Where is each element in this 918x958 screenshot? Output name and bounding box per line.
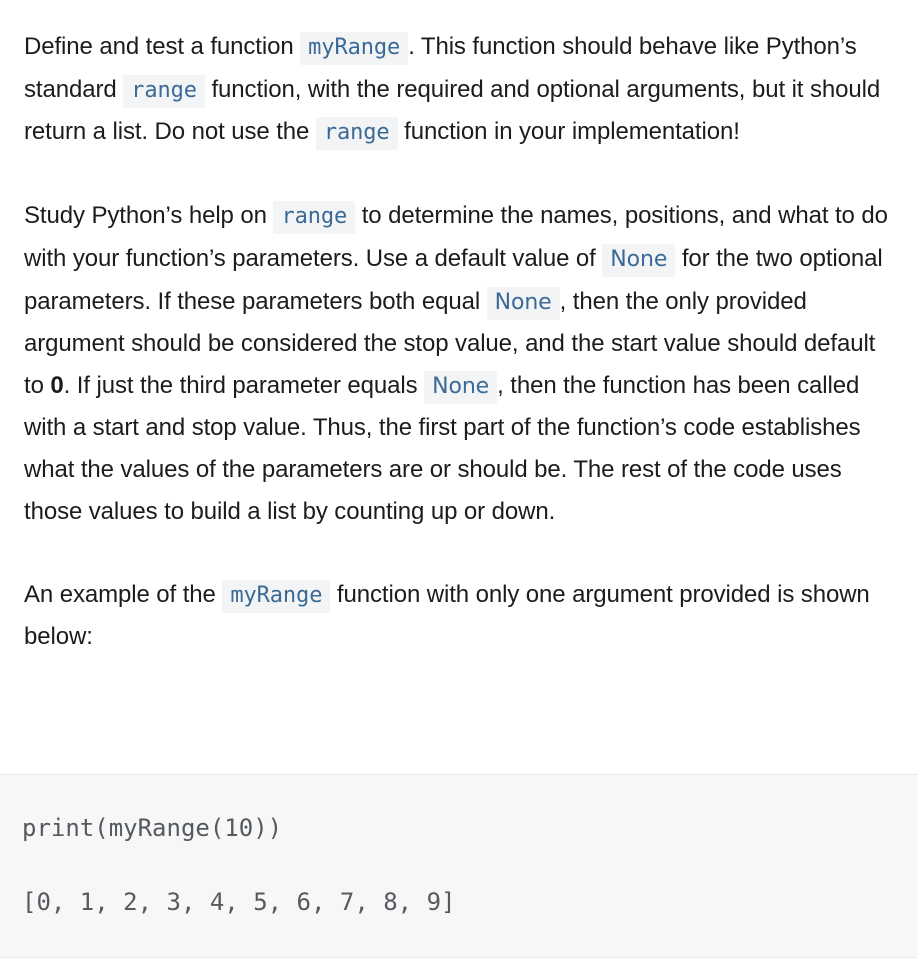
code-line-print: print(myRange(10)) xyxy=(22,814,283,842)
code-line-output: [0, 1, 2, 3, 4, 5, 6, 7, 8, 9] xyxy=(22,888,456,916)
inline-code-range: range xyxy=(273,201,355,234)
text-span: . This function should behave like Python’s standard xyxy=(24,33,857,103)
text-span: function, with the required and optional arguments, but it should return a list. Do not use the xyxy=(24,75,881,146)
text-span: for the two optional parameters. If these parameters both equal xyxy=(24,244,883,315)
example-paragraph xyxy=(24,574,896,658)
text-span: An example of the xyxy=(24,580,223,608)
text-span: to determine the names, positions, and what to do with your function’s parameters. Use a default value of xyxy=(24,202,888,272)
inline-code-none: None xyxy=(487,287,560,320)
text-span: , then the function has been called with a start and stop value. Thus, the first part of the function’s code establishes what the values of the parameters are or should be. The rest of the code uses those values to build a list by counting up or down. xyxy=(24,371,861,525)
inline-code-range: range xyxy=(123,75,205,108)
inline-code-none: None xyxy=(602,244,675,277)
intro-paragraph xyxy=(24,26,896,154)
text-span: function in your implementation! xyxy=(397,118,740,146)
bold-zero: 0 xyxy=(50,371,64,399)
text-span: . If just the third parameter equals xyxy=(63,371,425,399)
inline-code-myrange: myRange xyxy=(300,32,408,65)
instructions-content xyxy=(24,26,896,658)
text-span: Define and test a function xyxy=(24,33,301,60)
parameters-paragraph xyxy=(24,195,896,532)
inline-code-myrange: myRange xyxy=(222,580,330,613)
code-example-block xyxy=(0,774,918,958)
inline-code-range: range xyxy=(316,117,398,150)
text-span: , then the only provided argument should be considered the stop value, and the start value should default to xyxy=(24,287,876,399)
text-span: function with only one argument provided is shown below: xyxy=(24,580,870,651)
text-span: Study Python’s help on xyxy=(24,202,274,230)
inline-code-none: None xyxy=(424,371,497,404)
